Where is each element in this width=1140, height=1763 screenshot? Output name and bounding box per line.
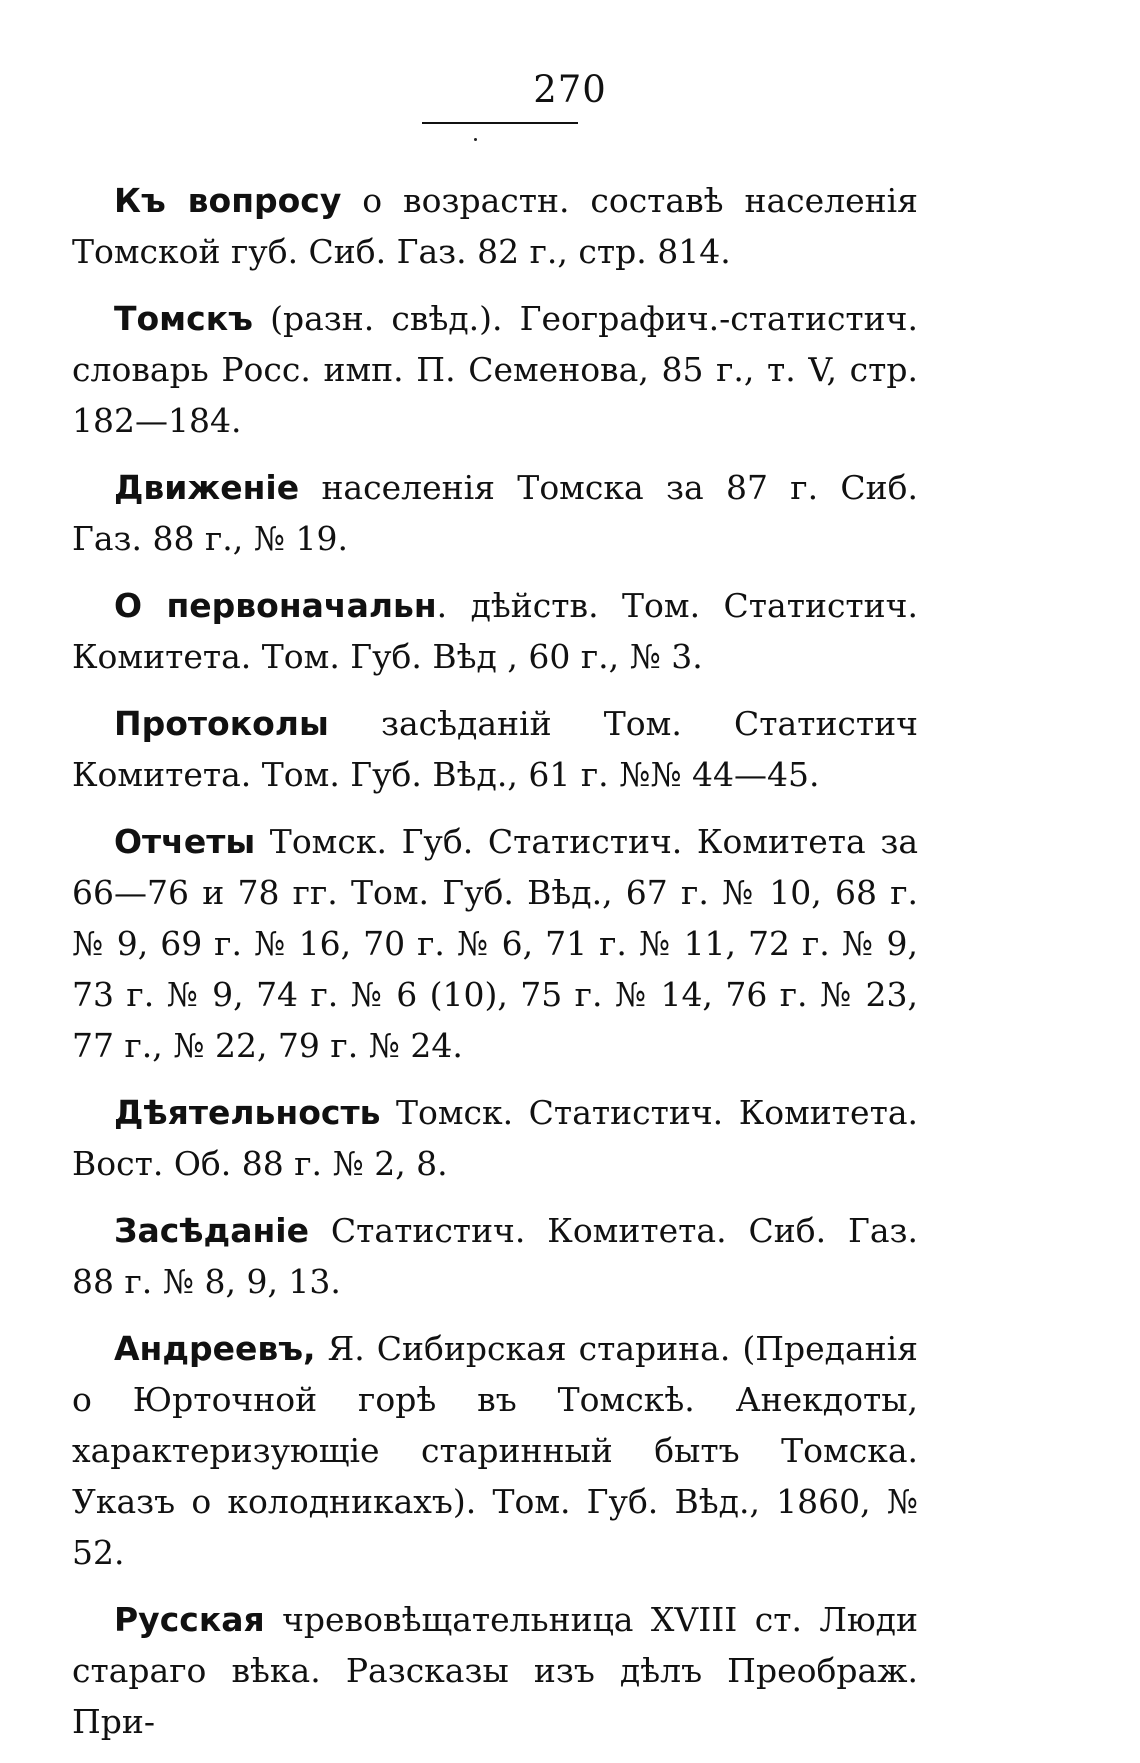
entry-heading: Русская [114, 1600, 265, 1639]
bibliography-entry [72, 698, 918, 800]
entry-heading: Андреевъ, [114, 1329, 316, 1368]
entry-heading: Движеніе [114, 468, 300, 507]
bibliography-entry [72, 1087, 918, 1189]
entry-heading: Дѣятельность [114, 1093, 381, 1132]
entry-text: Статистич. Комитета. Сиб. Газ. 88 г. № 8, 9, 13. [72, 1211, 918, 1301]
entry-text: (разн. свѣд.). Географич.-статистич. словарь Росс. имп. П. Семенова, 85 г., т. V, стр. 182—184. [72, 299, 918, 440]
bibliography-entry [72, 816, 918, 1071]
entry-text: Томск. Губ. Статистич. Комитета за 66—76 и 78 гг. Том. Губ. Вѣд., 67 г. № 10, 68 г. № 9, 69 г. № 16, 70 г. № 6, 71 г. № 11, 72 г. № 9, 73 г. № 9, 74 г. № 6 (10), 75 г. № 14, 76 г. № 23, 77 г., № 22, 79 г. № 24. [72, 822, 918, 1065]
bibliography-entry [72, 175, 918, 277]
page-number: 270 [533, 68, 607, 111]
entry-heading: Къ вопросу [114, 181, 342, 220]
bibliography-entry [72, 1205, 918, 1307]
bibliography-entry [72, 580, 918, 682]
bibliography-entry [72, 462, 918, 564]
bibliography-entry [72, 1594, 918, 1747]
header-rule [422, 122, 578, 124]
entry-heading: Протоколы [114, 704, 329, 743]
entry-text: о возрастн. составѣ населенія Томской губ. Сиб. Газ. 82 г., стр. 814. [72, 181, 918, 271]
ink-speck [474, 138, 477, 141]
entry-heading: Засѣданіе [114, 1211, 309, 1250]
entry-heading: Томскъ [114, 299, 253, 338]
entry-text: населенія Томска за 87 г. Сиб. Газ. 88 г., № 19. [72, 468, 918, 558]
entry-text: Я. Сибирская старина. (Преданія о Юрточной горѣ въ Томскѣ. Анекдоты, характеризующіе старинный бытъ Томска. Указъ о колодникахъ). Том. Губ. Вѣд., 1860, № 52. [72, 1329, 918, 1572]
entry-text: засѣданій Том. Статистич Комитета. Том. Губ. Вѣд., 61 г. №№ 44—45. [72, 704, 918, 794]
bibliography-entry [72, 1323, 918, 1578]
bibliography-list [72, 175, 918, 1763]
entry-heading: О первоначальн [114, 586, 437, 625]
bibliography-entry [72, 293, 918, 446]
entry-heading: Отчеты [114, 822, 256, 861]
entry-text: Томск. Статистич. Комитета. Вост. Об. 88 г. № 2, 8. [72, 1093, 918, 1183]
entry-text: . дѣйств. Том. Статистич. Комитета. Том. Губ. Вѣд , 60 г., № 3. [72, 586, 918, 676]
entry-text: чревовѣщательница XVIII ст. Люди стараго вѣка. Разсказы изъ дѣлъ Преображ. При- [72, 1600, 918, 1741]
